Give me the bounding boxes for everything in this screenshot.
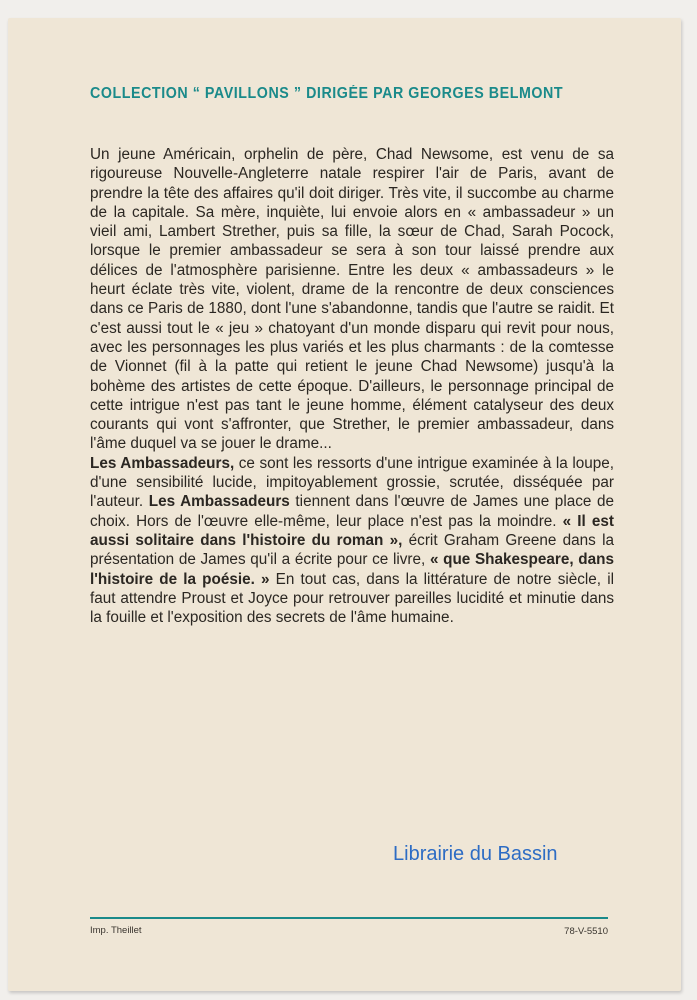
blurb-paragraph-2	[90, 454, 614, 628]
greene-quote-1: « Il est aussi solitaire dans l'histoire du roman »,	[90, 512, 614, 549]
book-title-1: Les Ambassadeurs,	[90, 454, 235, 472]
catalog-code: 78-V-5510	[564, 926, 608, 937]
footer-divider	[90, 917, 608, 919]
printer-credit: Imp. Theillet	[90, 925, 142, 936]
collection-header: COLLECTION “ PAVILLONS ” DIRIGÉE PAR GEORGES BELMONT	[90, 85, 564, 102]
book-title-2: Les Ambassadeurs	[148, 493, 290, 511]
blurb-text-a: ce sont les ressorts d'une intrigue examinée à la loupe, d'une sensibilité lucide, impitoyablement grossie, scrutée, disséquée par l'auteur.	[90, 454, 615, 511]
blurb-paragraph-1: Un jeune Américain, orphelin de père, Chad Newsome, est venu de sa rigoureuse Nouvelle-Angleterre natale respirer l'air de Paris, avant de prendre la tête des affaires qu'il doit diriger. Très vite, il succombe au charme de la capitale. Sa mère, inquiète, lui envoie alors en « ambassadeur » un vieil ami, Lambert Strether, puis sa fille, la sœur de Chad, Sarah Pocock, lorsque le premier ambassadeur se sera à son tour laissé prendre aux délices de l'atmosphère parisienne. Entre les deux « ambassadeurs » le heurt éclate très vite, violent, drame de la rencontre de deux consciences dans ce Paris de 1880, dont l'une s'abandonne, tandis que l'autre se raidit. Et c'est aussi tout le « jeu » chatoyant d'un monde disparu qui revit pour nous, avec les personnages les plus variés et les plus charmants : de la comtesse de Vionnet (fil à la patte qui retient le jeune Chad Newsome) jusqu'à la bohème des artistes de cette époque. D'ailleurs, le personnage principal de cette intrigue n'est pas tant le jeune homme, élément catalyseur des deux courants qui vont s'affronter, que Strether, le premier ambassadeur, dans l'âme duquel va se jouer le drame...	[90, 146, 614, 453]
bookseller-watermark: Librairie du Bassin	[393, 843, 558, 865]
greene-quote-2: « que Shakespeare, dans l'histoire de la poésie. »	[90, 551, 614, 588]
blurb-text-d: En tout cas, dans la littérature de notre siècle, il faut attendre Proust et Joyce pour retrouver pareilles lucidité et minutie dans la fouille et l'exposition des secrets de l'âme humaine.	[90, 570, 614, 627]
blurb-text-c: écrit Graham Greene dans la présentation de James qu'il a écrite pour ce livre,	[90, 531, 614, 569]
blurb-text	[90, 145, 614, 627]
blurb-text-b: tiennent dans l'œuvre de James une place de choix. Hors de l'œuvre elle-même, leur place n'est pas la moindre.	[90, 493, 615, 530]
